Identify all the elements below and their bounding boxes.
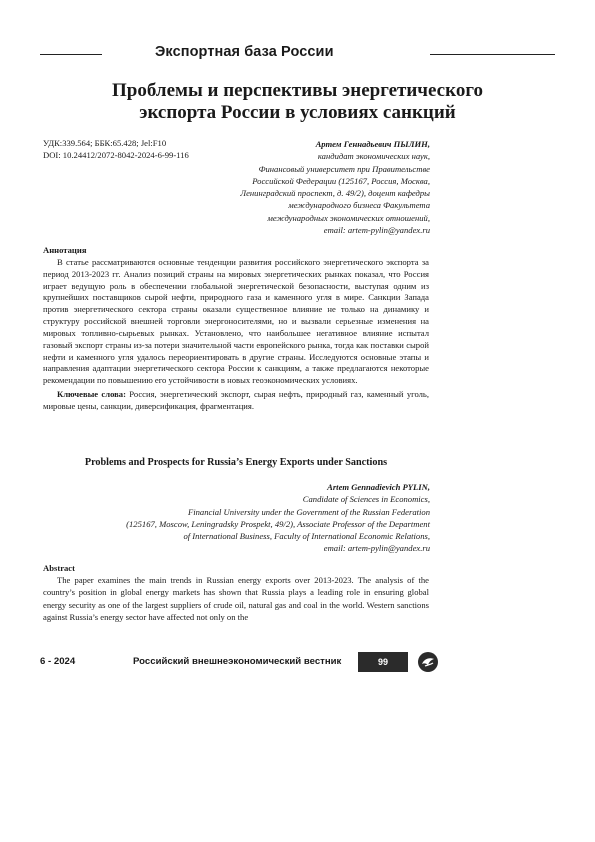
title-ru-line-1: Проблемы и перспективы энергетического bbox=[112, 80, 483, 101]
header-rule-right bbox=[430, 54, 555, 55]
keywords-label-ru: Ключевые слова: bbox=[57, 389, 126, 400]
abstract-text-en: The paper examines the main trends in Russian energy exports over 2013-2023. The analysis of the country’s position in global energy markets has shown that Russia plays a leading role in ensuring global energy security as one of the largest suppliers of crude oil, natural gas and coal in the world. Western sanctions against Russia’s energy sector have affected not only on the bbox=[43, 575, 429, 622]
author-email-ru: email: artem-pylin@yandex.ru bbox=[323, 225, 430, 236]
keywords-ru bbox=[43, 389, 429, 413]
journal-logo-icon bbox=[417, 651, 439, 673]
article-title-ru bbox=[40, 80, 555, 124]
author-en-line: Financial University under the Government of the Russian Federation bbox=[187, 506, 430, 517]
author-ru-line: Российской Федерации (125167, Россия, Москва, bbox=[252, 175, 430, 186]
author-block-ru bbox=[240, 138, 430, 236]
abstract-ru bbox=[43, 245, 429, 413]
author-en-line: of International Business, Faculty of International Economic Relations, bbox=[183, 531, 430, 542]
author-ru-line: международных экономических отношений, bbox=[267, 212, 430, 223]
page-number: 99 bbox=[358, 652, 408, 672]
abstract-heading-ru: Аннотация bbox=[43, 245, 87, 255]
article-title-en: Problems and Prospects for Russia’s Energy Exports under Sanctions bbox=[84, 457, 388, 468]
author-en-line: (125167, Moscow, Leningradsky Prospekt, 49/2), Associate Professor of the Department bbox=[126, 518, 430, 529]
page-footer bbox=[40, 656, 430, 672]
abstract-heading-en: Abstract bbox=[43, 563, 75, 573]
header-rule-left bbox=[40, 54, 102, 55]
journal-name: Российский внешнеэкономический вестник bbox=[133, 656, 342, 667]
author-email-en: email: artem-pylin@yandex.ru bbox=[323, 543, 430, 554]
author-block-en bbox=[126, 481, 430, 555]
section-header bbox=[40, 44, 555, 64]
issue-number: 6 - 2024 bbox=[40, 656, 76, 667]
author-ru-line: Ленинградский проспект, д. 49/2), доцент кафедры bbox=[240, 188, 430, 199]
abstract-en bbox=[43, 562, 429, 623]
title-ru-line-2: экспорта России в условиях санкций bbox=[139, 102, 456, 123]
section-title: Экспортная база России bbox=[155, 44, 334, 60]
udc-code: УДК:339.564; ББК:65.428; Jel:F10 bbox=[43, 138, 167, 148]
doi: DOI: 10.24412/2072-8042-2024-6-99-116 bbox=[43, 150, 189, 160]
article-identifiers bbox=[43, 137, 189, 161]
keywords-list-ru: Россия, энергетический экспорт, сырая нефть, природный газ, каменный уголь, мировые цены, санкции, диверсификация, фрагментация. bbox=[43, 389, 429, 411]
author-name-en: Artem Gennadievich PYLIN, bbox=[327, 482, 430, 492]
author-ru-line: Финансовый университет при Правительстве bbox=[258, 163, 430, 174]
author-ru-line: кандидат экономических наук, bbox=[317, 151, 430, 162]
abstract-text-ru: В статье рассматриваются основные тенденции развития российского энергетического экспорта за период 2013-2023 гг. Анализ позиций страны на мировых энергетических рынках показал, что Россия играет ведущую роль в обеспечении глобальной энергетической безопасности, выступая одним из крупнейших поставщиков сырой нефти, природного газа и каменного угля в мире. Санкции Запада против энергетического сектора страны оказали существенное влияние не только на динамику и структуру российской внешней торговли энергоносителями, но и вызвали серьезные изменения на мировых топливно-сырьевых рынках. Установлено, что наибольшее негативное влияние испытал газовый экспорт страны из-за потери значительной части европейского рынка, тогда как поставки сырой нефти и каменного угля удалось переориентировать в другие страны. Исследуются основные этапы и направления адаптации энергетического сектора России к санкциям, а также предлагаются некоторые рекомендации по повышению его устойчивости в новых геоэкономических условиях. bbox=[43, 256, 429, 386]
author-name-ru: Артем Геннадьевич ПЫЛИН, bbox=[315, 139, 430, 149]
author-ru-line: международного бизнеса Факультета bbox=[288, 200, 430, 211]
author-en-line: Candidate of Sciences in Economics, bbox=[302, 494, 430, 505]
